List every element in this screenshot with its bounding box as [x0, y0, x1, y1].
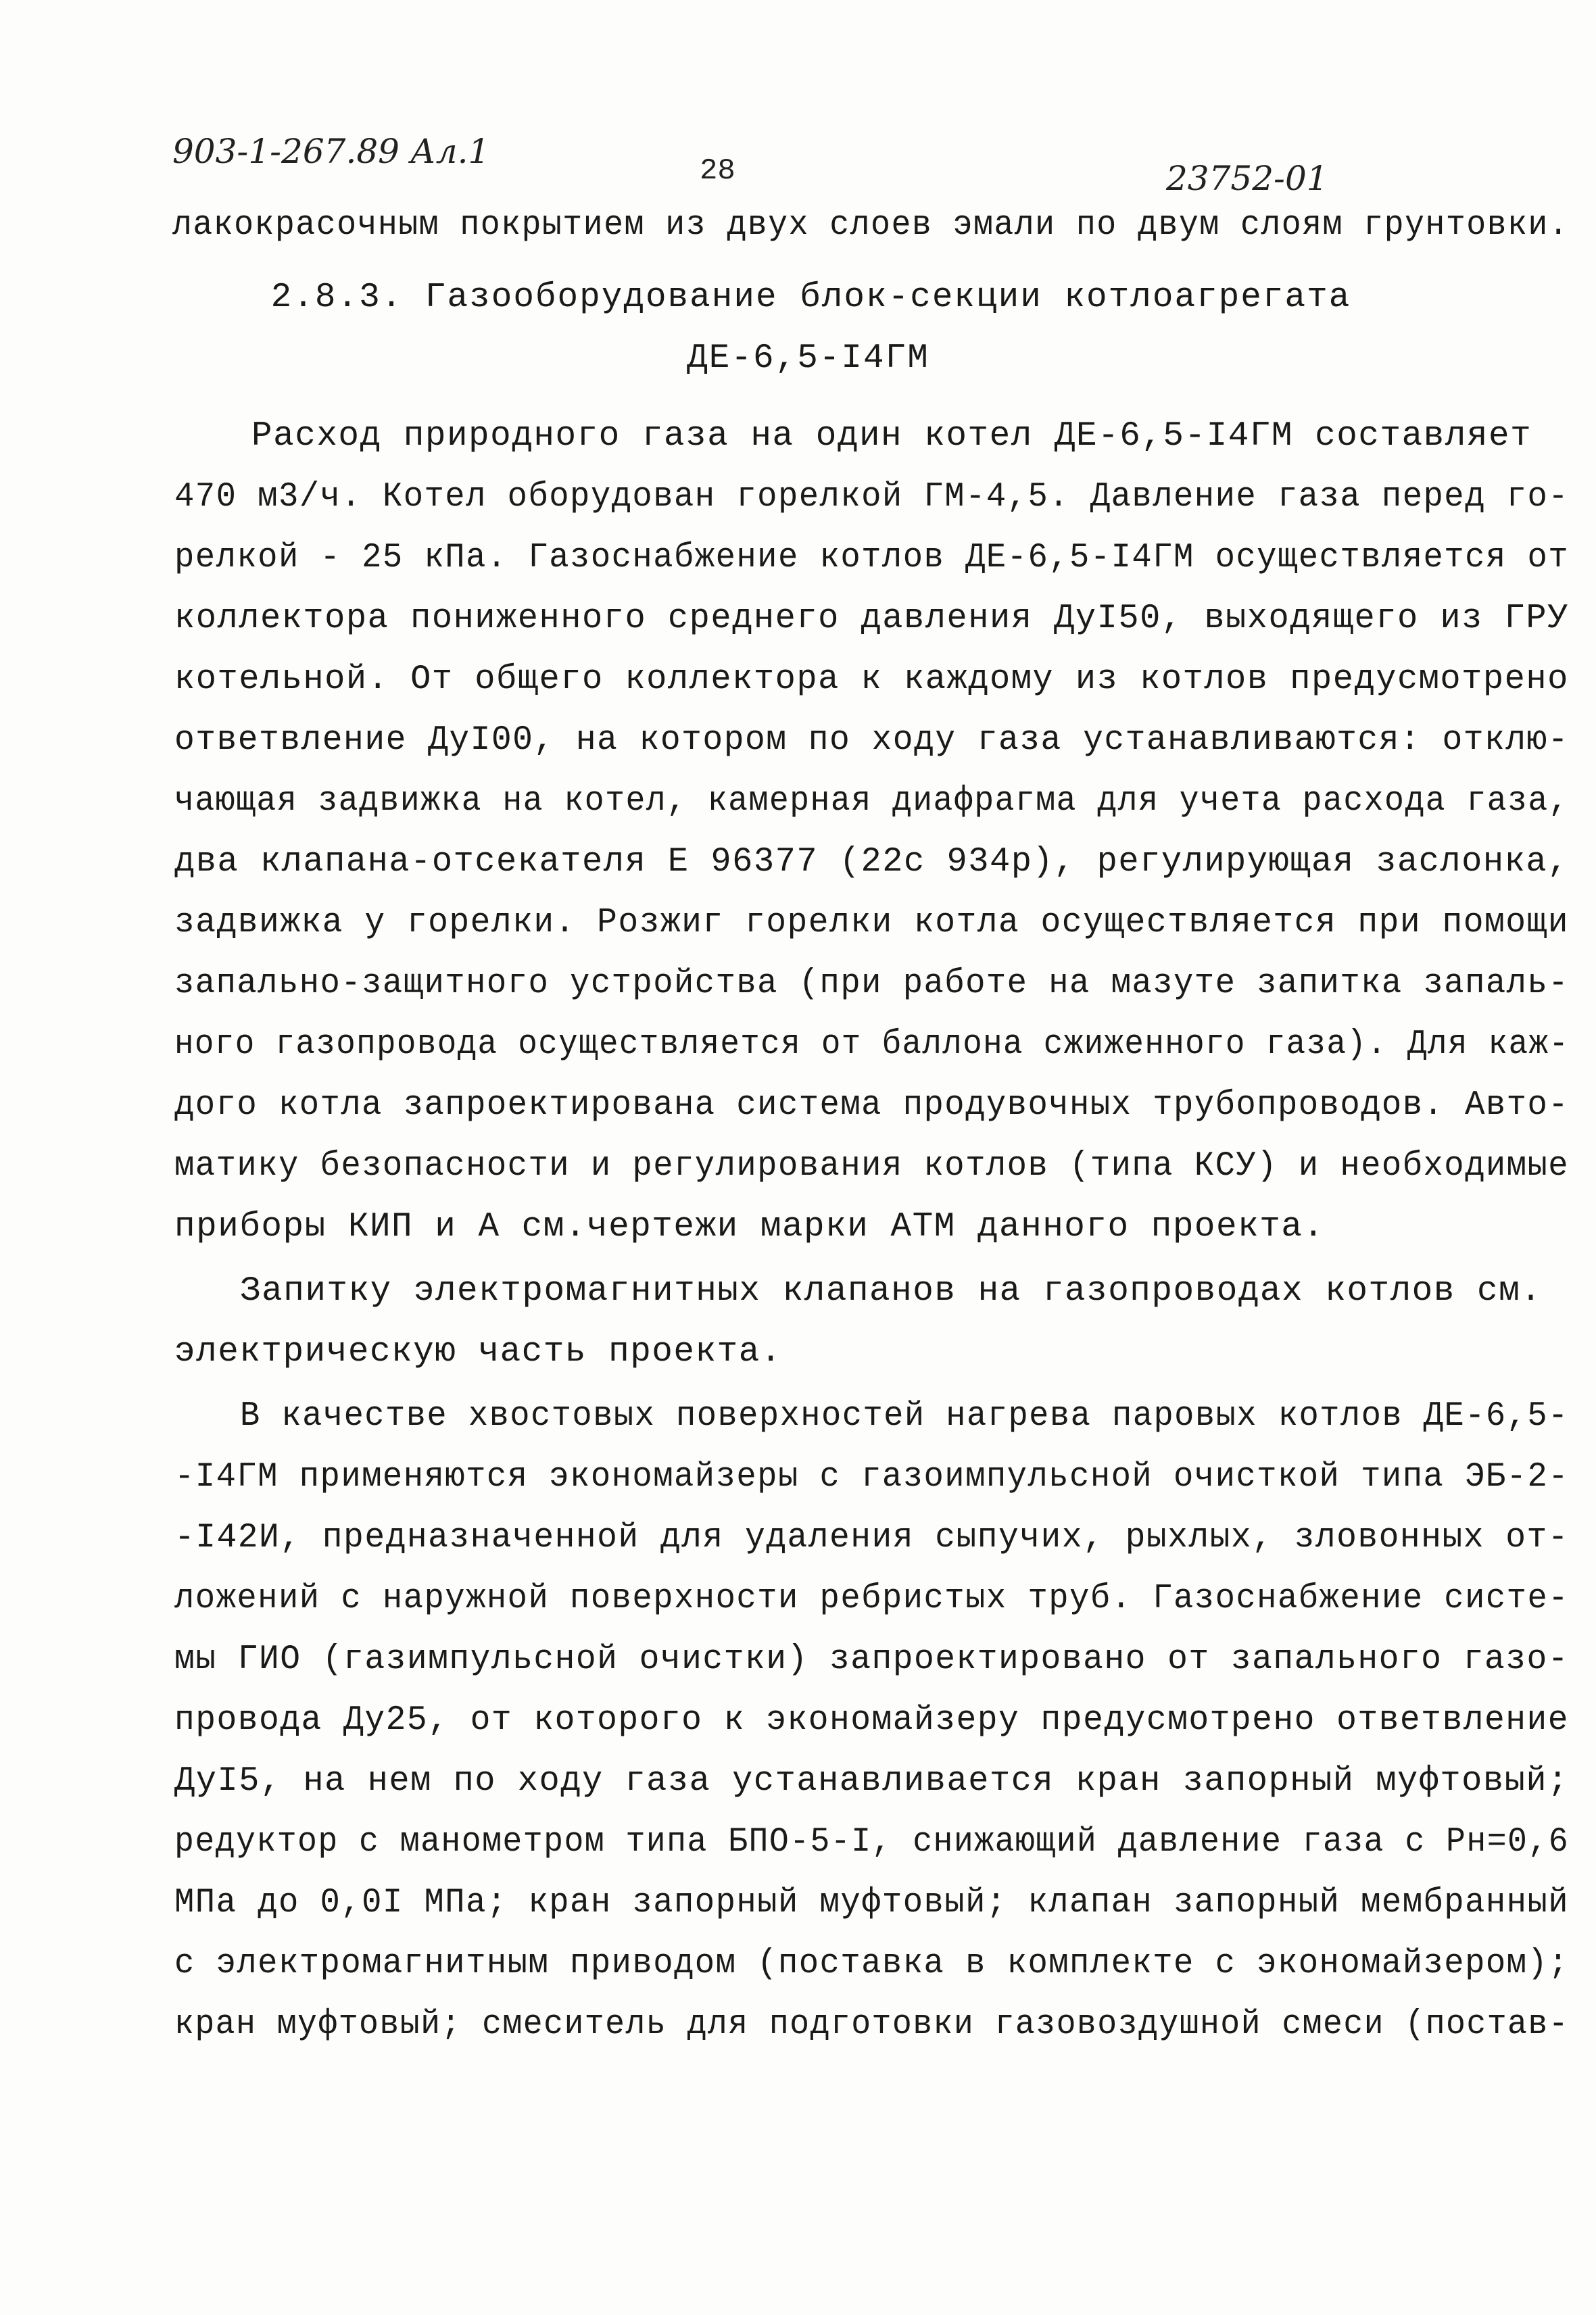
- text-line: В качестве хвостовых поверхностей нагрева паровых котлов ДЕ-6,5-: [240, 1397, 1569, 1436]
- text-line: электрическую часть проекта.: [174, 1333, 782, 1371]
- text-line: лакокрасочным покрытием из двух слоев эмали по двум слоям грунтовки.: [172, 206, 1570, 245]
- document-code-right: 23752-01: [1166, 159, 1328, 198]
- text-line: Запитку электромагнитных клапанов на газопроводах котлов см.: [240, 1272, 1543, 1311]
- text-line: котельной. От общего коллектора к каждому из котлов предусмотрено: [174, 660, 1569, 699]
- text-line: дого котла запроектирована система продувочных трубопроводов. Авто-: [174, 1086, 1570, 1125]
- text-line: мы ГИО (газимпульсной очистки) запроектировано от запального газо-: [174, 1640, 1569, 1679]
- text-line: матику безопасности и регулирования котлов (типа КСУ) и необходимые: [174, 1147, 1570, 1186]
- text-line: МПа до 0,0I МПа; кран запорный муфтовый; клапан запорный мембранный: [174, 1884, 1570, 1922]
- text-line: кран муфтовый; смеситель для подготовки газовоздушной смеси (постав-: [174, 2005, 1570, 2044]
- text-line: редуктор с манометром типа БПО-5-I, снижающий давление газа с Рн=0,6: [174, 1823, 1570, 1861]
- section-heading-model: ДЕ-6,5-I4ГМ: [687, 339, 929, 378]
- page-number: 28: [700, 154, 735, 188]
- text-line: с электромагнитным приводом (поставка в комплекте с экономайзером);: [174, 1945, 1570, 1983]
- section-heading: 2.8.3. Газооборудование блок-секции котлоагрегата: [270, 278, 1351, 317]
- text-line: ного газопровода осуществляется от баллона сжиженного газа). Для каж-: [174, 1025, 1570, 1064]
- text-line: Расход природного газа на один котел ДЕ-6,5-I4ГМ составляет: [251, 417, 1532, 456]
- text-line: запально-защитного устройства (при работе на мазуте запитка запаль-: [174, 965, 1570, 1003]
- text-line: два клапана-отсекателя Е 96377 (22с 934р), регулирующая заслонка,: [174, 843, 1569, 881]
- text-line: коллектора пониженного среднего давления ДуI50, выходящего из ГРУ: [174, 600, 1569, 638]
- text-line: релкой - 25 кПа. Газоснабжение котлов ДЕ-6,5-I4ГМ осуществляется от: [174, 539, 1570, 577]
- text-line: чающая задвижка на котел, камерная диафрагма для учета расхода газа,: [174, 782, 1570, 821]
- text-line: приборы КИП и А см.чертежи марки АТМ данного проекта.: [174, 1208, 1325, 1246]
- text-line: 470 м3/ч. Котел оборудован горелкой ГМ-4,5. Давление газа перед го-: [174, 478, 1570, 516]
- document-code-left: 903-1-267.89 Ал.1: [172, 132, 490, 171]
- text-line: ложений с наружной поверхности ребристых труб. Газоснабжение систе-: [174, 1580, 1570, 1618]
- text-line: -I4ГМ применяются экономайзеры с газоимпульсной очисткой типа ЭБ-2-: [174, 1458, 1570, 1496]
- text-line: -I42И, предназначенной для удаления сыпучих, рыхлых, зловонных от-: [174, 1519, 1569, 1557]
- text-line: ДуI5, на нем по ходу газа устанавливается кран запорный муфтовый;: [174, 1762, 1569, 1801]
- text-line: ответвление ДуI00, на котором по ходу газа устанавливаются: отклю-: [174, 721, 1569, 760]
- text-line: провода Ду25, от которого к экономайзеру предусмотрено ответвление: [174, 1701, 1569, 1740]
- text-line: задвижка у горелки. Розжиг горелки котла осуществляется при помощи: [174, 904, 1569, 942]
